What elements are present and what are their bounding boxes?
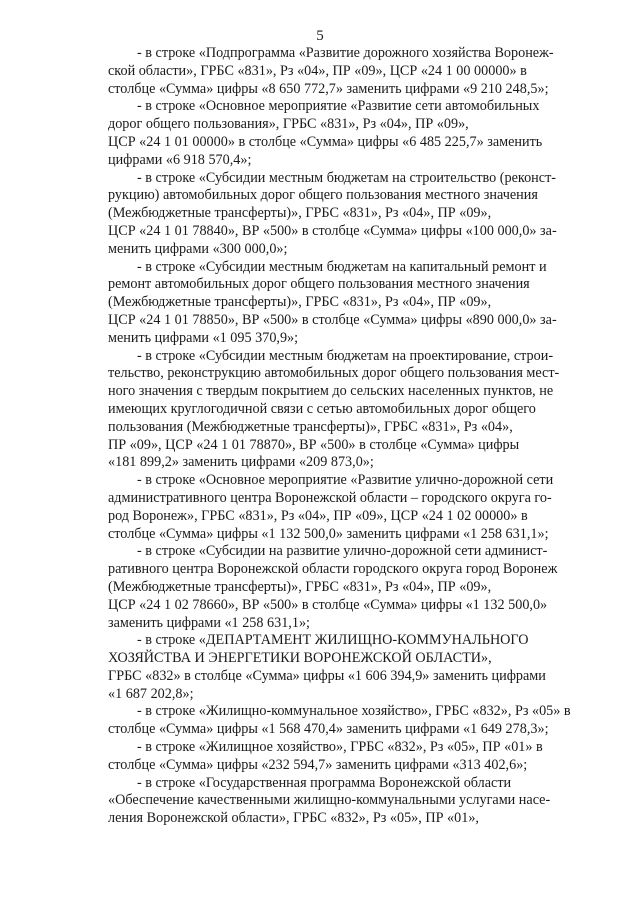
paragraph-subprogram-road-economy: - в строке «Подпрограмма «Развитие дорожного хозяйства Воронеж- ской области», ГРБС «831», Рз «04», ПР «09», ЦСР «24 1 00 00000» в столбце «Сумма» цифры «8 650 772,7» заменить цифрами «9 210 248,5»; bbox=[108, 45, 554, 97]
paragraph-housing-department: - в строке «ДЕПАРТАМЕНТ ЖИЛИЩНО-КОММУНАЛЬНОГО ХОЗЯЙСТВА И ЭНЕРГЕТИКИ ВОРОНЕЖСКОЙ ОБЛАСТИ», ГРБС «832» в столбце «Сумма» цифры «1 606 394,9» заменить цифрами «1 687 202,8»; bbox=[108, 632, 546, 702]
page-number: 5 bbox=[316, 28, 324, 44]
paragraph-subsidies-street-network: - в строке «Субсидии на развитие улично-дорожной сети админист- ративного центра Воронежской области городского округа город Воронеж (Межбюджетные трансферты)», ГРБС «831», Рз «04», ПР «09», ЦСР «24 1 02 78660», ВР «500» в столбце «Сумма» цифры «1 132 500,0» заменить цифрами «1 258 631,1»; bbox=[108, 543, 558, 631]
paragraph-subsidies-capital-repair: - в строке «Субсидии местным бюджетам на капитальный ремонт и ремонт автомобильных дорог общего пользования местного значения (Межбюджетные трансферты)», ГРБС «831», Рз «04», ПР «09», ЦСР «24 1 01 78850», ВР «500» в столбце «Сумма» цифры «890 000,0» за- менить цифрами «1 095 370,9»; bbox=[108, 258, 557, 346]
paragraph-housing: - в строке «Жилищное хозяйство», ГРБС «832», Рз «05», ПР «01» в столбце «Сумма» цифры «232 594,7» заменить цифрами «313 402,6»; bbox=[108, 739, 543, 773]
paragraph-housing-utilities: - в строке «Жилищно-коммунальное хозяйство», ГРБС «832», Рз «05» в столбце «Сумма» цифры «1 568 470,4» заменить цифрами «1 649 278,3»; bbox=[108, 703, 571, 738]
paragraph-road-network-development: - в строке «Основное мероприятие «Развитие сети автомобильных дорог общего пользования», ГРБС «831», Рз «04», ПР «09», ЦСР «24 1 01 00000» в столбце «Сумма» цифры «6 485 225,7» заменить цифрами «6 918 570,4»; bbox=[108, 98, 543, 168]
document-body bbox=[108, 45, 596, 828]
paragraph-state-program: - в строке «Государственная программа Воронежской области «Обеспечение качественными жилищно-коммунальными услугами насе- ления Воронежской области», ГРБС «832», Рз «05», ПР «01», bbox=[108, 774, 551, 827]
paragraph-street-road-network: - в строке «Основное мероприятие «Развитие улично-дорожной сети административного центра Воронежской области – городского округа го- род Воронеж», ГРБС «831», Рз «04», ПР «09», ЦСР «24 1 02 00000» в столбце «Сумма» цифры «1 132 500,0» заменить цифрами «1 258 631,1»; bbox=[108, 472, 554, 542]
paragraph-subsidies-construction: - в строке «Субсидии местным бюджетам на строительство (реконст- рукцию) автомобильных дорог общего пользования местного значения (Межбюджетные трансферты)», ГРБС «831», Рз «04», ПР «09», ЦСР «24 1 01 78840», ВР «500» в столбце «Сумма» цифры «100 000,0» за- менить цифрами «300 000,0»; bbox=[108, 169, 557, 257]
paragraph-subsidies-design: - в строке «Субсидии местным бюджетам на проектирование, строи- тельство, реконструкцию автомобильных дорог общего пользования мест- ного значения с твердым покрытием до сельских населенных пунктов, не имеющих круглогодичной связи с сетью автомобильных дорог общего пользования (Межбюджетные трансферты)», ГРБС «831», Рз «04», ПР «09», ЦСР «24 1 01 78870», ВР «500» в столбце «Сумма» цифры «181 899,2» заменить цифрами «209 873,0»; bbox=[108, 347, 560, 471]
